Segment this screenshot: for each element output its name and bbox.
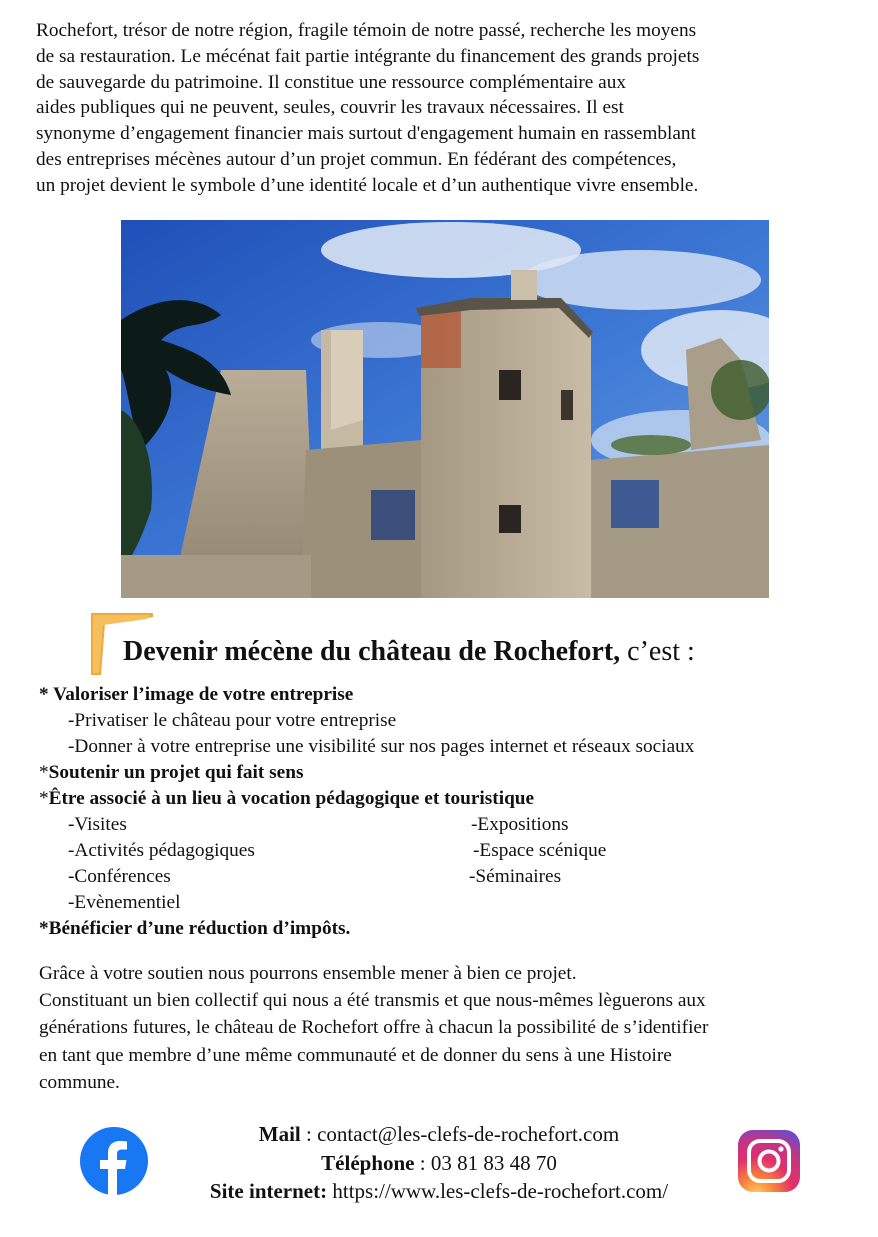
- intro-paragraph: [36, 18, 836, 199]
- benefit-item: [39, 788, 534, 810]
- intro-line: un projet devient le symbole d’une identité locale et d’un authentique vivre ensemble.: [36, 174, 699, 196]
- activity-item: -Séminaires: [469, 866, 562, 887]
- instagram-icon[interactable]: [738, 1130, 800, 1192]
- website-label: Site internet:: [209, 1179, 328, 1204]
- section-heading: [123, 636, 695, 668]
- benefit-title: Être associé à un lieu à vocation pédagogique et touristique: [48, 788, 535, 809]
- activity-item: -Visites: [68, 814, 127, 835]
- phone-value[interactable]: : 03 81 83 48 70: [414, 1150, 557, 1175]
- closing-line: en tant que membre d’une même communauté et de donner du sens à une Histoire: [39, 1044, 672, 1066]
- mail-label: Mail: [258, 1122, 301, 1146]
- bullet: *: [39, 684, 54, 705]
- benefit-item: [39, 684, 353, 706]
- closing-paragraph: [39, 960, 849, 1096]
- intro-line: de sauvegarde du patrimoine. Il constitue une ressource complémentaire aux: [36, 71, 626, 93]
- benefit-item: *Bénéficier d’une réduction d’impôts.: [39, 918, 351, 939]
- phone-label: Téléphone: [321, 1150, 415, 1175]
- closing-line: générations futures, le château de Rochefort offre à chacun la possibilité de s’identifier: [39, 1017, 709, 1039]
- activity-item: -Expositions: [471, 814, 569, 835]
- activity-item: -Espace scénique: [473, 840, 607, 861]
- intro-line: des entreprises mécènes autour d’un projet commun. En fédérant des compétences,: [36, 148, 677, 170]
- bullet: *: [39, 788, 49, 809]
- benefit-item: [39, 762, 303, 784]
- closing-line: Grâce à votre soutien nous pourrons ensemble mener à bien ce projet.: [39, 963, 577, 984]
- mail-value[interactable]: : contact@les-clefs-de-rochefort.com: [300, 1122, 620, 1146]
- closing-line: commune.: [39, 1071, 120, 1093]
- benefit-title: Valoriser l’image de votre entreprise: [53, 684, 354, 705]
- intro-line: de sa restauration. Le mécénat fait partie intégrante du financement des grands projets: [36, 45, 700, 67]
- heading-normal: c’est :: [620, 636, 695, 667]
- benefit-subitem: -Privatiser le château pour votre entreprise: [68, 710, 397, 731]
- activity-item: -Activités pédagogiques: [68, 840, 255, 861]
- intro-line: synonyme d’engagement financier mais surtout d'engagement humain en rassemblant: [36, 123, 696, 145]
- benefit-subitem: -Donner à votre entreprise une visibilité sur nos pages internet et réseaux sociaux: [68, 736, 695, 757]
- activity-item: -Evènementiel: [68, 892, 181, 913]
- intro-line: Rochefort, trésor de notre région, fragile témoin de notre passé, recherche les moyens: [36, 20, 697, 41]
- activity-item: -Conférences: [68, 866, 171, 887]
- closing-line: Constituant un bien collectif qui nous a été transmis et que nous-mêmes lèguerons aux: [39, 990, 706, 1012]
- heading-bold: Devenir mécène du château de Rochefort,: [123, 636, 621, 667]
- website-value[interactable]: https://www.les-clefs-de-rochefort.com/: [327, 1179, 669, 1204]
- intro-line: aides publiques qui ne peuvent, seules, couvrir les travaux nécessaires. Il est: [36, 97, 624, 119]
- bullet: *: [39, 762, 49, 783]
- benefit-title: Soutenir un projet qui fait sens: [48, 762, 304, 783]
- castle-photo: [121, 220, 769, 598]
